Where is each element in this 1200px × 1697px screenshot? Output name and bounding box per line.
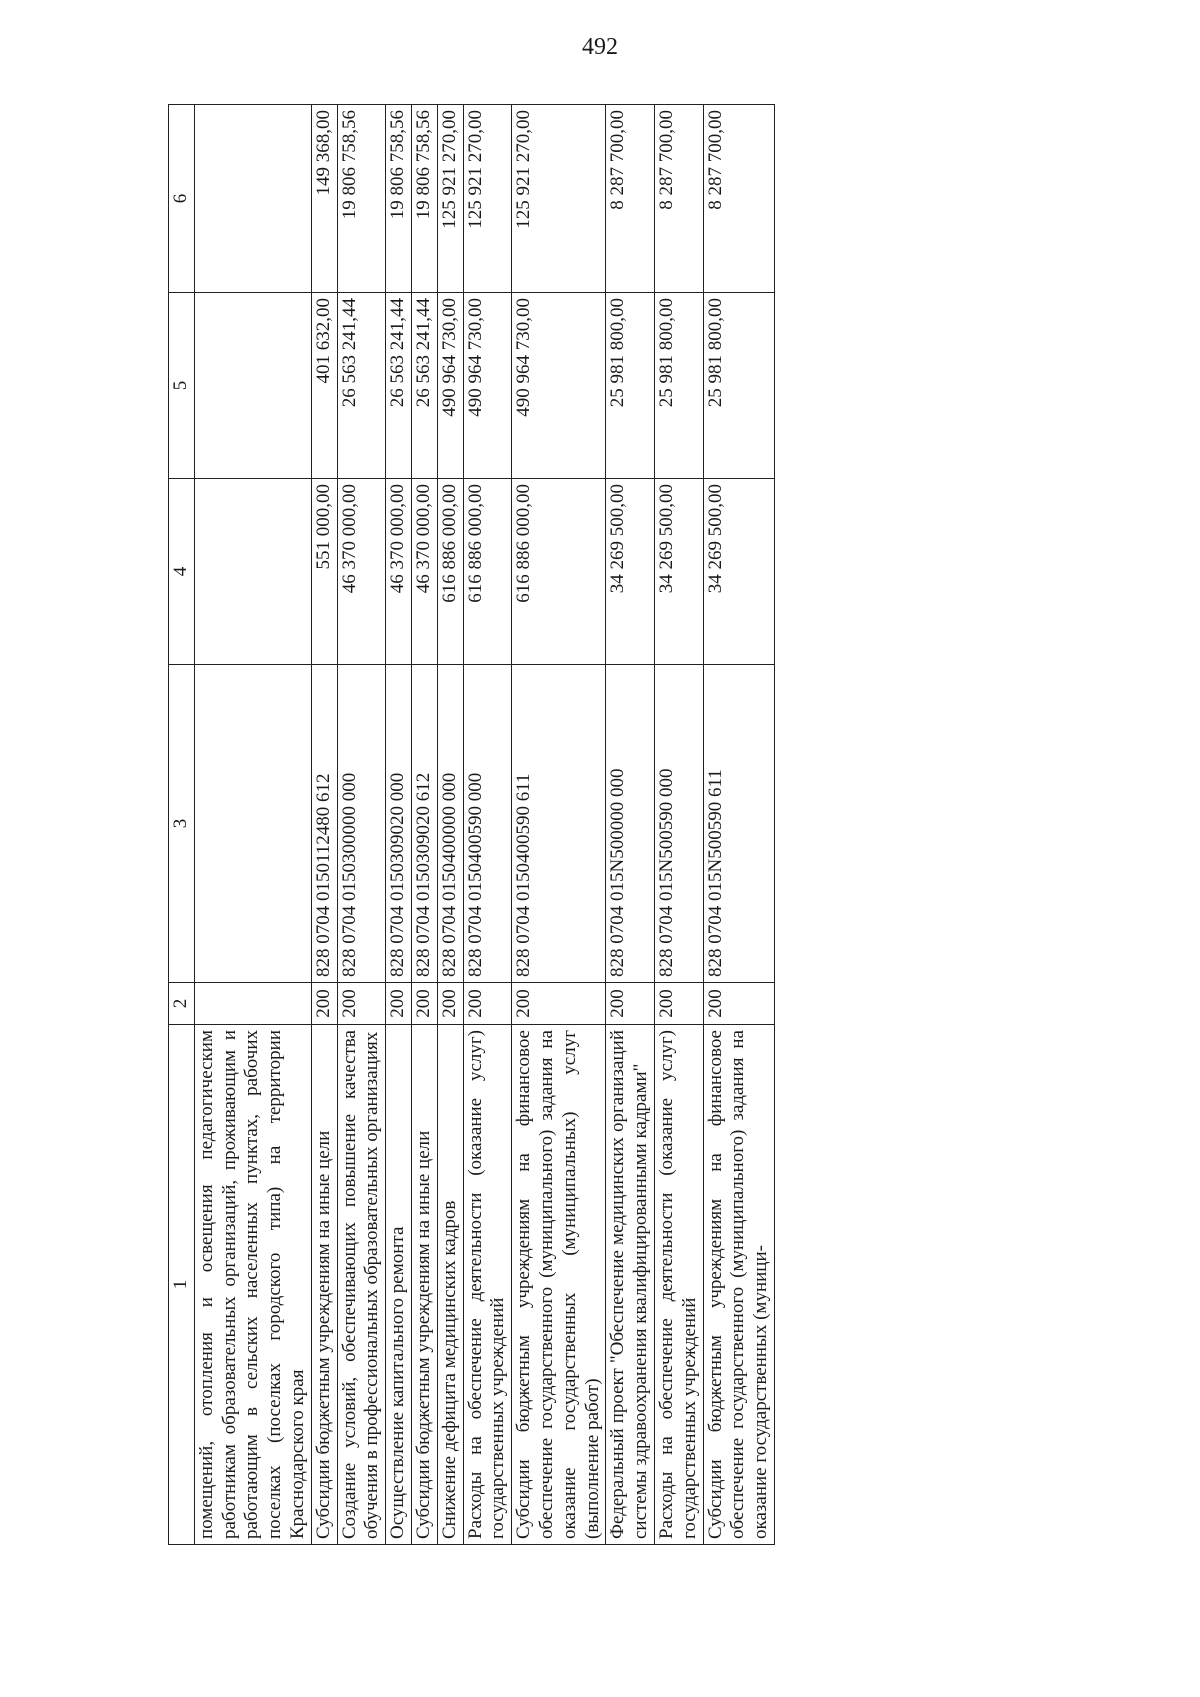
- row-amount-col6: 19 806 758,56: [337, 105, 386, 293]
- row-amount-col4: 46 370 000,00: [411, 479, 437, 665]
- row-kbk: 828 0704 0150400590 000: [463, 665, 512, 983]
- row-code: 200: [337, 983, 386, 1025]
- row-code: 200: [386, 983, 412, 1025]
- row-code: 200: [437, 983, 463, 1025]
- row-name: Создание условий, обеспечивающих повышение качества обучения в профессиональных образовательных организациях: [337, 1025, 386, 1545]
- page-number: 492: [582, 34, 618, 60]
- column-header: 2: [169, 983, 195, 1025]
- column-number-row: [169, 105, 195, 1545]
- row-name: Субсидии бюджетным учреждениям на иные цели: [311, 1025, 337, 1545]
- row-kbk: 828 0704 0150300000 000: [337, 665, 386, 983]
- row-name: Субсидии бюджетным учреждениям на финансовое обеспечение государственного (муниципального) задания на оказание государственных (муниципальных) услуг (выполнение работ): [512, 1025, 606, 1545]
- row-amount-col4: [194, 479, 311, 665]
- row-kbk: 828 0704 015N500590 611: [703, 665, 774, 983]
- row-code: 200: [654, 983, 703, 1025]
- row-name: Субсидии бюджетным учреждениям на иные цели: [411, 1025, 437, 1545]
- row-amount-col6: 149 368,00: [311, 105, 337, 293]
- row-kbk: 828 0704 0150309020 612: [411, 665, 437, 983]
- row-amount-col6: 8 287 700,00: [703, 105, 774, 293]
- row-amount-col4: 616 886 000,00: [437, 479, 463, 665]
- row-amount-col5: 490 964 730,00: [463, 293, 512, 479]
- row-name: Снижение дефицита медицинских кадров: [437, 1025, 463, 1545]
- row-name: Расходы на обеспечение деятельности (оказание услуг) государственных учреждений: [463, 1025, 512, 1545]
- row-kbk: 828 0704 0150400590 611: [512, 665, 606, 983]
- table-row: [437, 105, 463, 1545]
- row-amount-col6: 8 287 700,00: [606, 105, 655, 293]
- rotated-table-frame: [168, 105, 1048, 1545]
- row-amount-col6: 125 921 270,00: [463, 105, 512, 293]
- table-row: [411, 105, 437, 1545]
- row-name: помещений, отопления и освещения педагогическим работникам образовательных организаций, проживающим и работающим в сельских населенных пунктах, рабочих поселках (поселках городского типа) на территории Краснодарского края: [194, 1025, 311, 1545]
- column-header: 3: [169, 665, 195, 983]
- row-amount-col4: 551 000,00: [311, 479, 337, 665]
- row-amount-col4: 34 269 500,00: [703, 479, 774, 665]
- row-code: 200: [411, 983, 437, 1025]
- table-row: [463, 105, 512, 1545]
- table-row: [606, 105, 655, 1545]
- row-amount-col6: 8 287 700,00: [654, 105, 703, 293]
- row-name: Расходы на обеспечение деятельности (оказание услуг) государственных учреждений: [654, 1025, 703, 1545]
- row-code: 200: [311, 983, 337, 1025]
- row-kbk: 828 0704 0150309020 000: [386, 665, 412, 983]
- table-row: [654, 105, 703, 1545]
- row-kbk: 828 0704 0150400000 000: [437, 665, 463, 983]
- row-amount-col5: 26 563 241,44: [337, 293, 386, 479]
- budget-table: [168, 104, 775, 1545]
- row-amount-col5: 26 563 241,44: [386, 293, 412, 479]
- table-row: [311, 105, 337, 1545]
- row-amount-col5: 25 981 800,00: [606, 293, 655, 479]
- row-code: 200: [703, 983, 774, 1025]
- row-amount-col4: 46 370 000,00: [337, 479, 386, 665]
- row-name: Субсидии бюджетным учреждениям на финансовое обеспечение государственного (муниципального) задания на оказание государственных (муници-: [703, 1025, 774, 1545]
- row-amount-col4: 616 886 000,00: [512, 479, 606, 665]
- row-name: Осуществление капитального ремонта: [386, 1025, 412, 1545]
- table-row: [337, 105, 386, 1545]
- row-name: Федеральный проект "Обеспечение медицинских организаций системы здравоохранения квалифицированными кадрами": [606, 1025, 655, 1545]
- row-amount-col6: 125 921 270,00: [437, 105, 463, 293]
- table-row: [386, 105, 412, 1545]
- row-kbk: 828 0704 015N500000 000: [606, 665, 655, 983]
- row-amount-col5: 401 632,00: [311, 293, 337, 479]
- row-kbk: [194, 665, 311, 983]
- row-kbk: 828 0704 0150112480 612: [311, 665, 337, 983]
- row-amount-col5: 25 981 800,00: [703, 293, 774, 479]
- row-amount-col4: 46 370 000,00: [386, 479, 412, 665]
- table-row: [194, 105, 311, 1545]
- column-header: 5: [169, 293, 195, 479]
- row-amount-col6: [194, 105, 311, 293]
- column-header: 6: [169, 105, 195, 293]
- table-row: [703, 105, 774, 1545]
- table-row: [512, 105, 606, 1545]
- row-code: [194, 983, 311, 1025]
- row-amount-col5: 26 563 241,44: [411, 293, 437, 479]
- column-header: 4: [169, 479, 195, 665]
- row-amount-col5: 490 964 730,00: [512, 293, 606, 479]
- column-header: 1: [169, 1025, 195, 1545]
- row-amount-col6: 19 806 758,56: [386, 105, 412, 293]
- row-amount-col5: 25 981 800,00: [654, 293, 703, 479]
- row-amount-col4: 616 886 000,00: [463, 479, 512, 665]
- row-code: 200: [463, 983, 512, 1025]
- row-kbk: 828 0704 015N500590 000: [654, 665, 703, 983]
- row-amount-col4: 34 269 500,00: [654, 479, 703, 665]
- row-amount-col6: 125 921 270,00: [512, 105, 606, 293]
- row-amount-col5: 490 964 730,00: [437, 293, 463, 479]
- row-amount-col6: 19 806 758,56: [411, 105, 437, 293]
- row-amount-col4: 34 269 500,00: [606, 479, 655, 665]
- row-code: 200: [606, 983, 655, 1025]
- row-code: 200: [512, 983, 606, 1025]
- row-amount-col5: [194, 293, 311, 479]
